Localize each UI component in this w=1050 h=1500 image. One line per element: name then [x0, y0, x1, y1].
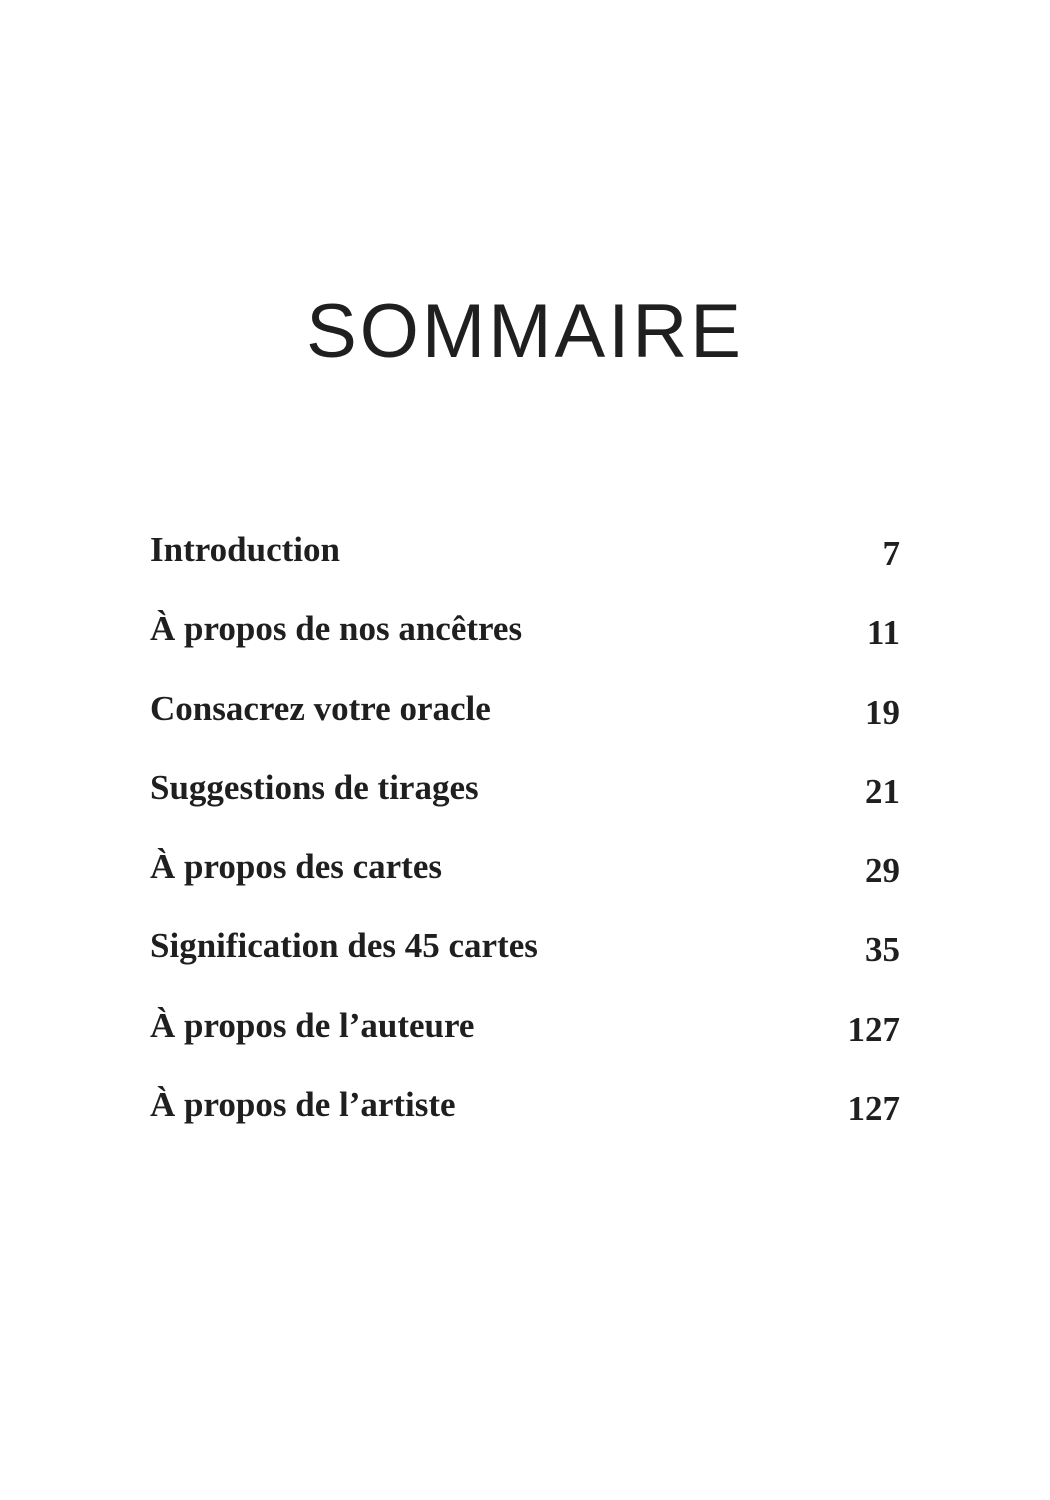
table-of-contents [150, 520, 900, 1154]
toc-entry-label: À propos de l’auteure [150, 1005, 475, 1045]
toc-entry-ancestors [150, 599, 900, 678]
toc-entry-about-cards [150, 837, 900, 916]
toc-entry-consecrate [150, 679, 900, 758]
page-title: SOMMAIRE [306, 289, 744, 374]
toc-entry-page-number: 7 [882, 534, 900, 573]
toc-entry-label: Consacrez votre oracle [150, 688, 491, 728]
toc-entry-page-number: 127 [847, 1089, 900, 1129]
toc-entry-label: Suggestions de tirages [150, 767, 479, 807]
toc-entry-label: Introduction [150, 530, 340, 569]
toc-entry-label: Signification des 45 cartes [150, 926, 538, 966]
toc-entry-card-meanings [150, 916, 900, 995]
toc-entry-label: À propos de nos ancêtres [150, 609, 523, 649]
toc-entry-page-number: 127 [847, 1009, 900, 1049]
toc-entry-page-number: 21 [865, 771, 900, 811]
toc-entry-label: À propos des cartes [150, 847, 442, 887]
toc-entry-label: À propos de l’artiste [150, 1085, 456, 1125]
toc-entry-introduction [150, 520, 900, 599]
toc-entry-page-number: 19 [865, 692, 900, 732]
toc-entry-page-number: 29 [865, 851, 900, 891]
toc-entry-spreads [150, 758, 900, 837]
toc-entry-page-number: 35 [865, 930, 900, 970]
toc-entry-page-number: 11 [866, 613, 900, 653]
toc-entry-about-artist [150, 1075, 900, 1154]
toc-entry-about-author [150, 996, 900, 1075]
